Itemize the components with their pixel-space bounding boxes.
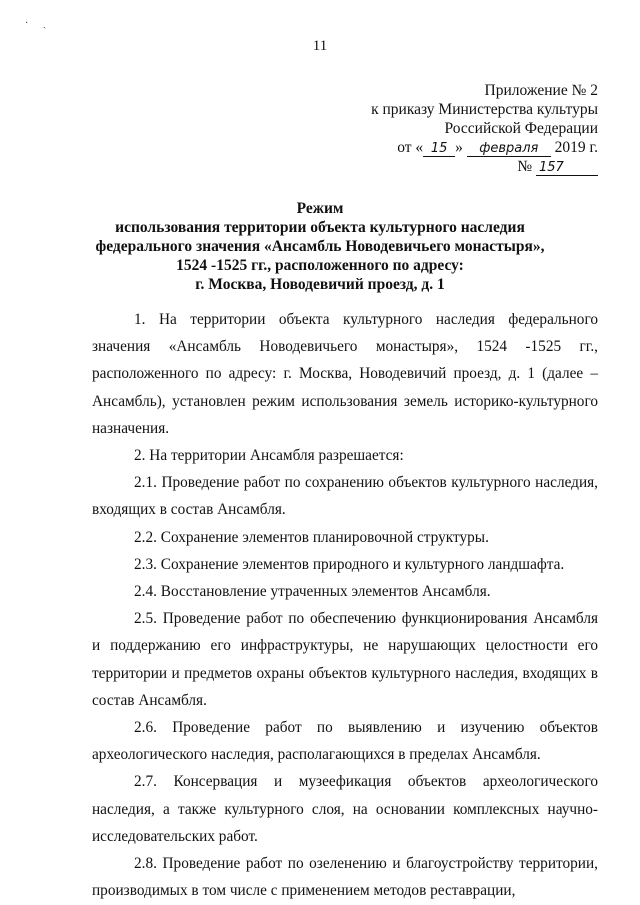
- number-prefix: №: [517, 158, 533, 175]
- paragraph-2-7: 2.7. Консервация и музеефикация объектов археологического наследия, а также культурного слоя, на основании комплексных научно-исследовательских работ.: [92, 773, 598, 845]
- paragraph-2-5: 2.5. Проведение работ по обеспечению функционирования Ансамбля и поддержанию его инфраструктуры, не нарушающих целостности его территории и предметов охраны объектов культурного наследия, входящих в состав Ансамбля.: [92, 610, 598, 709]
- title-line: 1524 -1525 гг., расположенного по адресу:: [176, 257, 464, 274]
- paragraph-2-1: 2.1. Проведение работ по сохранению объектов культурного наследия, входящих в состав Ансамбля.: [92, 474, 598, 519]
- number-handwritten: 157: [536, 161, 598, 176]
- paragraph-2-3: 2.3. Сохранение элементов природного и культурного ландшафта.: [134, 555, 565, 573]
- document-body: [92, 306, 598, 904]
- date-month-handwritten: февраля: [467, 142, 551, 157]
- date-year: 2019 г.: [554, 139, 598, 156]
- paragraph-2-2: 2.2. Сохранение элементов планировочной структуры.: [134, 528, 489, 546]
- paragraph-2: 2. На территории Ансамбля разрешается:: [134, 447, 404, 465]
- paragraph-2-6: 2.6. Проведение работ по выявлению и изучению объектов археологического наследия, располагающихся в пределах Ансамбля.: [92, 719, 598, 764]
- title-line: федерального значения «Ансамбль Новодевичьего монастыря»,: [95, 238, 545, 255]
- paragraph-2-4: 2.4. Восстановление утраченных элементов Ансамбля.: [134, 583, 491, 601]
- appendix-number: [371, 157, 598, 176]
- date-day-handwritten: 15: [423, 142, 455, 157]
- appendix-order-ref: к приказу Министерства культуры: [371, 101, 598, 118]
- appendix-title: Приложение № 2: [484, 82, 598, 99]
- document-title: [90, 199, 550, 294]
- title-line: использования территории объекта культурного наследия: [115, 219, 525, 236]
- appendix-header: [371, 81, 598, 176]
- title-line: Режим: [296, 200, 344, 217]
- page-number: 11: [312, 38, 328, 54]
- appendix-date: [371, 138, 598, 157]
- title-line: г. Москва, Новодевичий проезд, д. 1: [195, 276, 445, 293]
- date-mid: »: [455, 139, 463, 156]
- date-prefix: от «: [397, 139, 424, 156]
- appendix-ministry: Российской Федерации: [444, 120, 598, 137]
- scan-marks: · ˏ: [25, 18, 53, 29]
- paragraph-1: 1. На территории объекта культурного наследия федерального значения «Ансамбль Новодевичьего монастыря», 1524 -1525 гг., расположенного по адресу: г. Москва, Новодевичий проезд, д. 1 (далее – Ансамбль), установлен режим использования земель историко-культурного назначения.: [92, 311, 598, 437]
- paragraph-2-8: 2.8. Проведение работ по озеленению и благоустройству территории, производимых в том числе с применением методов реставрации,: [92, 855, 598, 900]
